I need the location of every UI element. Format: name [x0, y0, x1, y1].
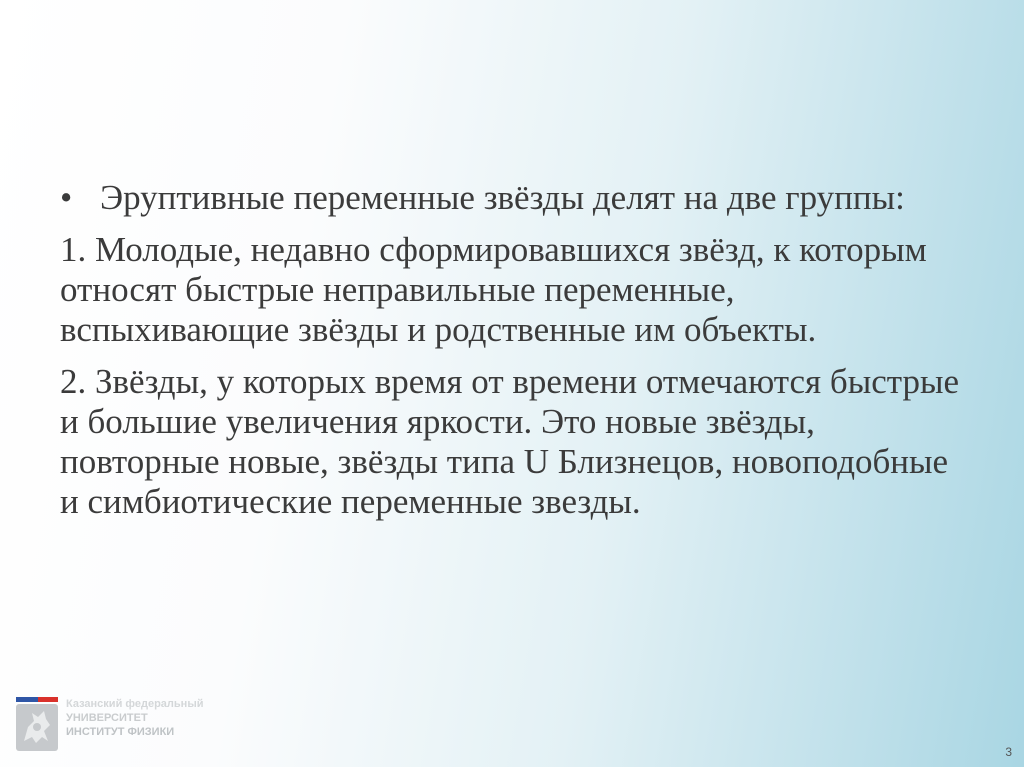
logo-line-university-name: Казанский федеральный — [66, 698, 204, 710]
logo-text — [66, 697, 203, 739]
page-number: 3 — [1005, 745, 1012, 759]
bullet-text: Эруптивные переменные звёзды делят на две группы: — [100, 178, 905, 217]
university-logo — [16, 697, 216, 753]
logo-line-institute: ИНСТИТУТ ФИЗИКИ — [66, 726, 175, 738]
bullet-item — [60, 178, 960, 218]
paragraph-item-2: 2. Звёзды, у которых время от времени отмечаются быстрые и большие увеличения яркости. Это новые звёзды, повторные новые, звёзды типа U Близнецов, новоподобные и симбиотические переменные звезды. — [60, 362, 960, 521]
logo-line-university: УНИВЕРСИТЕТ — [66, 712, 148, 724]
bullet-mark: • — [60, 178, 73, 217]
slide-content — [60, 178, 960, 534]
paragraph-item-1: 1. Молодые, недавно сформировавшихся звёзд, к которым относят быстрые неправильные переменные, вспыхивающие звёзды и родственные им объекты. — [60, 230, 927, 349]
kfu-emblem-icon — [16, 697, 58, 753]
